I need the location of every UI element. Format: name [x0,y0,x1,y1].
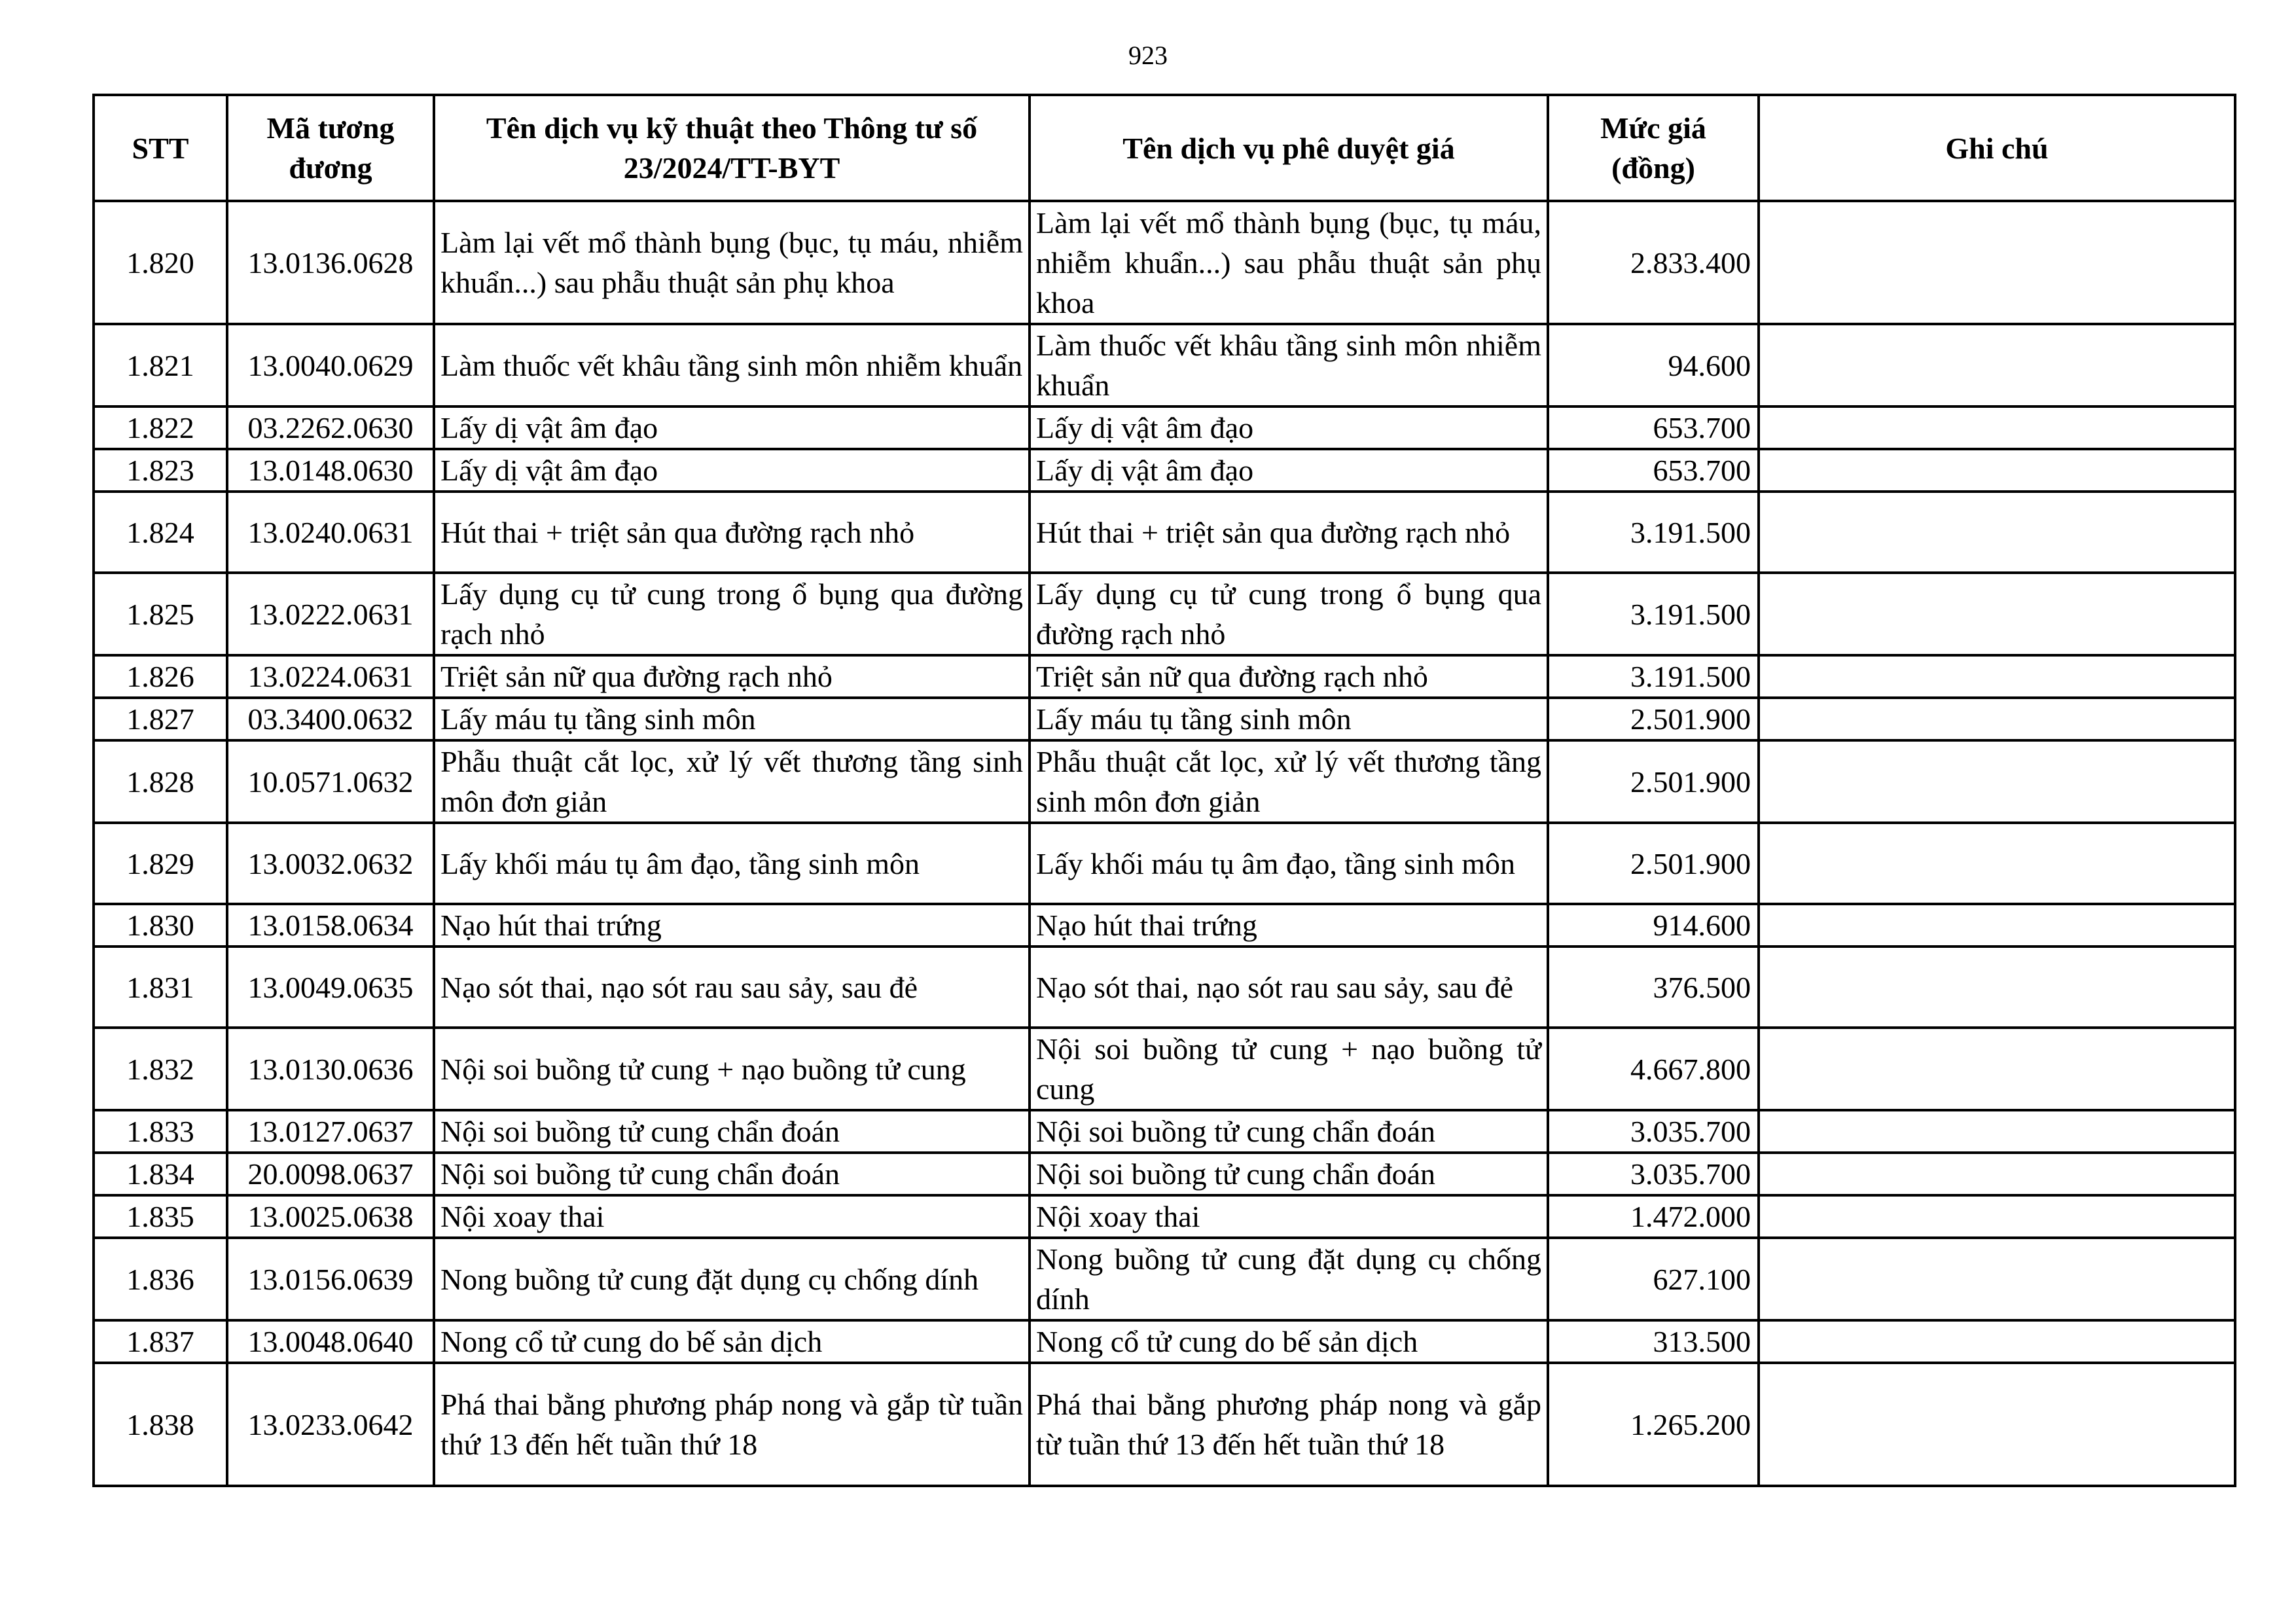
header-note: Ghi chú [1759,95,2235,201]
cell-approved-name: Nong buồng tử cung đặt dụng cụ chống dính [1030,1238,1548,1320]
cell-service-name: Làm thuốc vết khâu tầng sinh môn nhiễm khuẩn [434,324,1030,406]
cell-note [1759,1028,2235,1110]
cell-note [1759,655,2235,698]
table-row [94,1028,2235,1110]
cell-code: 13.0130.0636 [227,1028,434,1110]
cell-stt: 1.837 [94,1320,227,1363]
cell-code: 13.0158.0634 [227,904,434,947]
cell-service-name: Nạo hút thai trứng [434,904,1030,947]
cell-note [1759,1153,2235,1195]
cell-approved-name: Phá thai bằng phương pháp nong và gắp từ tuần thứ 13 đến hết tuần thứ 18 [1030,1363,1548,1486]
table-row [94,904,2235,947]
cell-stt: 1.836 [94,1238,227,1320]
cell-price: 653.700 [1548,449,1759,492]
table-row [94,449,2235,492]
cell-note [1759,1320,2235,1363]
price-table [92,94,2236,1487]
header-row [94,95,2235,201]
table-row [94,740,2235,823]
cell-code: 20.0098.0637 [227,1153,434,1195]
cell-approved-name: Nội soi buồng tử cung chẩn đoán [1030,1153,1548,1195]
cell-service-name: Phẫu thuật cắt lọc, xử lý vết thương tầng sinh môn đơn giản [434,740,1030,823]
cell-approved-name: Làm thuốc vết khâu tầng sinh môn nhiễm khuẩn [1030,324,1548,406]
table-row [94,655,2235,698]
cell-price: 2.501.900 [1548,698,1759,740]
cell-stt: 1.832 [94,1028,227,1110]
cell-price: 3.191.500 [1548,492,1759,573]
cell-approved-name: Nạo hút thai trứng [1030,904,1548,947]
cell-stt: 1.824 [94,492,227,573]
cell-stt: 1.820 [94,201,227,324]
cell-price: 2.833.400 [1548,201,1759,324]
cell-code: 13.0040.0629 [227,324,434,406]
cell-price: 376.500 [1548,947,1759,1028]
header-code: Mã tương đương [227,95,434,201]
cell-code: 03.2262.0630 [227,406,434,449]
cell-service-name: Nong buồng tử cung đặt dụng cụ chống dính [434,1238,1030,1320]
cell-stt: 1.834 [94,1153,227,1195]
cell-price: 2.501.900 [1548,740,1759,823]
cell-service-name: Triệt sản nữ qua đường rạch nhỏ [434,655,1030,698]
table-row [94,406,2235,449]
table-row [94,201,2235,324]
table-row [94,698,2235,740]
cell-service-name: Làm lại vết mổ thành bụng (bục, tụ máu, nhiễm khuẩn...) sau phẫu thuật sản phụ khoa [434,201,1030,324]
cell-code: 13.0127.0637 [227,1110,434,1153]
header-stt: STT [94,95,227,201]
cell-note [1759,324,2235,406]
cell-service-name: Hút thai + triệt sản qua đường rạch nhỏ [434,492,1030,573]
cell-price: 1.472.000 [1548,1195,1759,1238]
header-price: Mức giá (đồng) [1548,95,1759,201]
header-approved-name: Tên dịch vụ phê duyệt giá [1030,95,1548,201]
cell-approved-name: Nội soi buồng tử cung chẩn đoán [1030,1110,1548,1153]
cell-stt: 1.826 [94,655,227,698]
cell-approved-name: Lấy khối máu tụ âm đạo, tầng sinh môn [1030,823,1548,904]
cell-note [1759,573,2235,655]
cell-stt: 1.828 [94,740,227,823]
cell-approved-name: Phẫu thuật cắt lọc, xử lý vết thương tầng sinh môn đơn giản [1030,740,1548,823]
cell-note [1759,740,2235,823]
cell-approved-name: Nội xoay thai [1030,1195,1548,1238]
table-row [94,823,2235,904]
table-row [94,492,2235,573]
cell-approved-name: Lấy dị vật âm đạo [1030,449,1548,492]
cell-service-name: Nạo sót thai, nạo sót rau sau sảy, sau đẻ [434,947,1030,1028]
cell-stt: 1.821 [94,324,227,406]
cell-note [1759,1238,2235,1320]
cell-stt: 1.829 [94,823,227,904]
cell-price: 4.667.800 [1548,1028,1759,1110]
cell-code: 13.0156.0639 [227,1238,434,1320]
cell-service-name: Lấy khối máu tụ âm đạo, tầng sinh môn [434,823,1030,904]
cell-service-name: Nội xoay thai [434,1195,1030,1238]
cell-approved-name: Triệt sản nữ qua đường rạch nhỏ [1030,655,1548,698]
cell-service-name: Lấy dị vật âm đạo [434,406,1030,449]
cell-price: 3.191.500 [1548,655,1759,698]
cell-approved-name: Nội soi buồng tử cung + nạo buồng tử cung [1030,1028,1548,1110]
cell-note [1759,201,2235,324]
cell-stt: 1.830 [94,904,227,947]
header-service-name: Tên dịch vụ kỹ thuật theo Thông tư số 23/2024/TT-BYT [434,95,1030,201]
cell-stt: 1.833 [94,1110,227,1153]
cell-code: 13.0222.0631 [227,573,434,655]
cell-stt: 1.827 [94,698,227,740]
cell-price: 653.700 [1548,406,1759,449]
table-row [94,324,2235,406]
cell-note [1759,1363,2235,1486]
cell-approved-name: Nạo sót thai, nạo sót rau sau sảy, sau đẻ [1030,947,1548,1028]
cell-service-name: Nội soi buồng tử cung + nạo buồng tử cung [434,1028,1030,1110]
cell-approved-name: Hút thai + triệt sản qua đường rạch nhỏ [1030,492,1548,573]
cell-approved-name: Lấy dị vật âm đạo [1030,406,1548,449]
cell-stt: 1.835 [94,1195,227,1238]
cell-code: 03.3400.0632 [227,698,434,740]
cell-code: 13.0148.0630 [227,449,434,492]
cell-code: 13.0025.0638 [227,1195,434,1238]
cell-code: 13.0224.0631 [227,655,434,698]
cell-service-name: Lấy dụng cụ tử cung trong ổ bụng qua đường rạch nhỏ [434,573,1030,655]
cell-price: 3.035.700 [1548,1153,1759,1195]
cell-price: 2.501.900 [1548,823,1759,904]
cell-stt: 1.822 [94,406,227,449]
cell-price: 627.100 [1548,1238,1759,1320]
table-row [94,1195,2235,1238]
table-row [94,1320,2235,1363]
page-number: 923 [1128,41,1168,70]
cell-price: 3.191.500 [1548,573,1759,655]
cell-stt: 1.823 [94,449,227,492]
table-row [94,573,2235,655]
cell-service-name: Nong cổ tử cung do bế sản dịch [434,1320,1030,1363]
cell-service-name: Nội soi buồng tử cung chẩn đoán [434,1110,1030,1153]
table-row [94,1110,2235,1153]
cell-code: 13.0136.0628 [227,201,434,324]
cell-note [1759,406,2235,449]
cell-approved-name: Làm lại vết mổ thành bụng (bục, tụ máu, nhiễm khuẩn...) sau phẫu thuật sản phụ khoa [1030,201,1548,324]
cell-service-name: Nội soi buồng tử cung chẩn đoán [434,1153,1030,1195]
cell-note [1759,904,2235,947]
cell-note [1759,698,2235,740]
cell-approved-name: Lấy máu tụ tầng sinh môn [1030,698,1548,740]
cell-note [1759,823,2235,904]
table-row [94,1153,2235,1195]
cell-note [1759,492,2235,573]
cell-note [1759,947,2235,1028]
cell-note [1759,449,2235,492]
cell-price: 1.265.200 [1548,1363,1759,1486]
table-row [94,947,2235,1028]
cell-code: 13.0032.0632 [227,823,434,904]
cell-code: 13.0049.0635 [227,947,434,1028]
table-row [94,1363,2235,1486]
cell-approved-name: Lấy dụng cụ tử cung trong ổ bụng qua đường rạch nhỏ [1030,573,1548,655]
cell-price: 94.600 [1548,324,1759,406]
cell-price: 914.600 [1548,904,1759,947]
cell-service-name: Lấy dị vật âm đạo [434,449,1030,492]
cell-price: 3.035.700 [1548,1110,1759,1153]
cell-code: 13.0048.0640 [227,1320,434,1363]
cell-approved-name: Nong cổ tử cung do bế sản dịch [1030,1320,1548,1363]
cell-code: 13.0240.0631 [227,492,434,573]
cell-stt: 1.825 [94,573,227,655]
cell-code: 13.0233.0642 [227,1363,434,1486]
cell-service-name: Lấy máu tụ tầng sinh môn [434,698,1030,740]
table-row [94,1238,2235,1320]
cell-service-name: Phá thai bằng phương pháp nong và gắp từ tuần thứ 13 đến hết tuần thứ 18 [434,1363,1030,1486]
cell-price: 313.500 [1548,1320,1759,1363]
cell-stt: 1.831 [94,947,227,1028]
cell-code: 10.0571.0632 [227,740,434,823]
cell-note [1759,1110,2235,1153]
cell-note [1759,1195,2235,1238]
cell-stt: 1.838 [94,1363,227,1486]
